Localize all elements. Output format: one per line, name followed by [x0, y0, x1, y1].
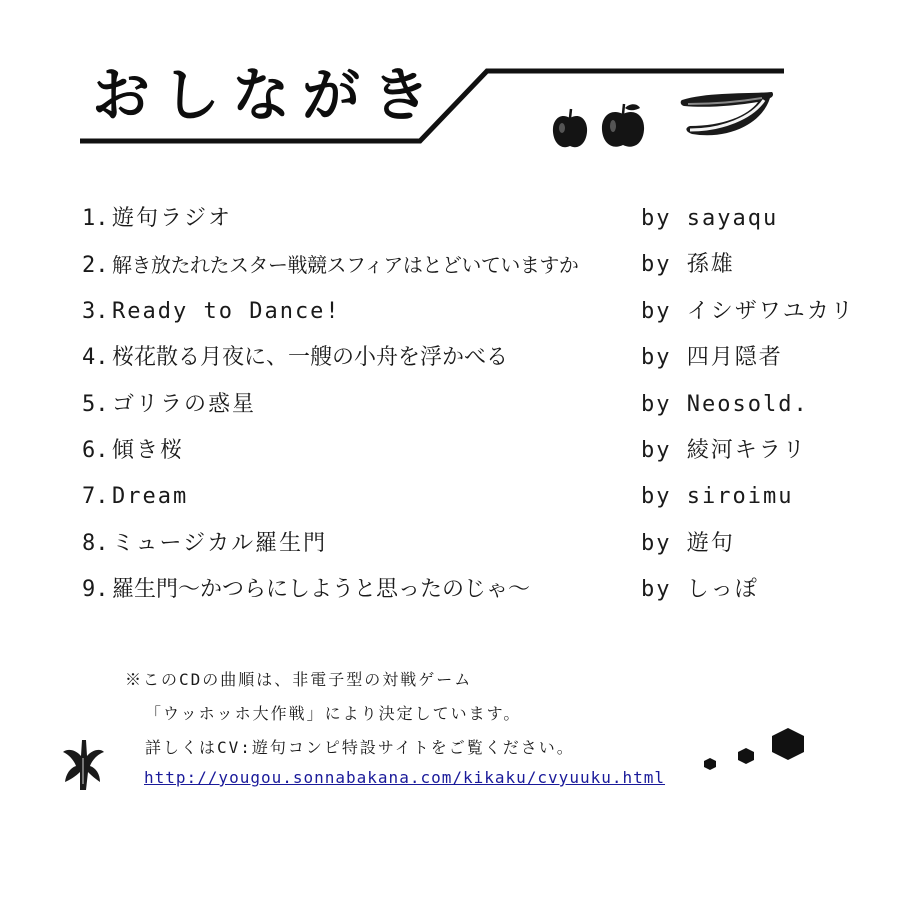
- track-artist: by 遊句: [641, 530, 735, 556]
- banana-peel-icon: [62, 738, 106, 792]
- track-title: Ready to Dance!: [112, 298, 341, 324]
- note-line: 「ウッホッホ大作戦」により決定しています。: [145, 704, 522, 723]
- track-number: 5.: [82, 391, 109, 417]
- track-title: ゴリラの惑星: [112, 391, 257, 417]
- track-list: [82, 202, 872, 620]
- track-row: [82, 573, 872, 619]
- track-row: [82, 527, 872, 573]
- track-title: Dream: [112, 484, 189, 510]
- track-title: 羅生門〜かつらにしようと思ったのじゃ〜: [112, 577, 531, 603]
- track-title: ミュージカル羅生門: [112, 530, 328, 556]
- track-title: 桜花散る月夜に、一艘の小舟を浮かべる: [112, 345, 509, 371]
- hexagon-dot-icon: [700, 724, 810, 778]
- track-number: 2.: [82, 253, 109, 279]
- track-artist: by 孫雄: [641, 252, 735, 278]
- track-artist: by 綾河キラリ: [641, 437, 807, 463]
- track-artist: by 四月隠者: [641, 345, 783, 371]
- track-row: [82, 248, 872, 294]
- track-row: [82, 388, 872, 434]
- track-number: 8.: [82, 530, 109, 556]
- page-title: おしながき: [92, 61, 443, 129]
- track-artist: by Neosold.: [641, 391, 809, 417]
- track-artist: by イシザワユカリ: [641, 298, 855, 324]
- track-row: [82, 295, 872, 341]
- banana-icon: [678, 88, 778, 146]
- track-title: 解き放たれたスター戦競スフィアはとどいていますか: [112, 253, 579, 278]
- track-number: 7.: [82, 484, 109, 510]
- track-artist: by siroimu: [641, 484, 794, 510]
- track-row: [82, 341, 872, 387]
- note-line: 詳しくはCV:遊句コンピ特設サイトをご覧ください。: [145, 738, 575, 757]
- track-number: 3.: [82, 298, 109, 324]
- track-artist: by sayaqu: [641, 206, 779, 231]
- apple-icon: [598, 100, 648, 150]
- track-title: 遊句ラジオ: [112, 206, 233, 231]
- apple-icon: [550, 106, 590, 150]
- track-number: 9.: [82, 577, 109, 603]
- track-number: 4.: [82, 345, 109, 371]
- notes-block: [125, 667, 575, 769]
- website-link[interactable]: http://yougou.sonnabakana.com/kikaku/cvyuuku.html: [144, 768, 666, 787]
- track-row: [82, 202, 872, 248]
- track-row: [82, 434, 872, 480]
- track-row: [82, 480, 872, 526]
- track-number: 1.: [82, 206, 109, 231]
- note-line: ※このCDの曲順は、非電子型の対戦ゲーム: [125, 670, 473, 689]
- track-number: 6.: [82, 437, 109, 463]
- track-artist: by しっぽ: [641, 577, 759, 603]
- track-title: 傾き桜: [112, 437, 185, 463]
